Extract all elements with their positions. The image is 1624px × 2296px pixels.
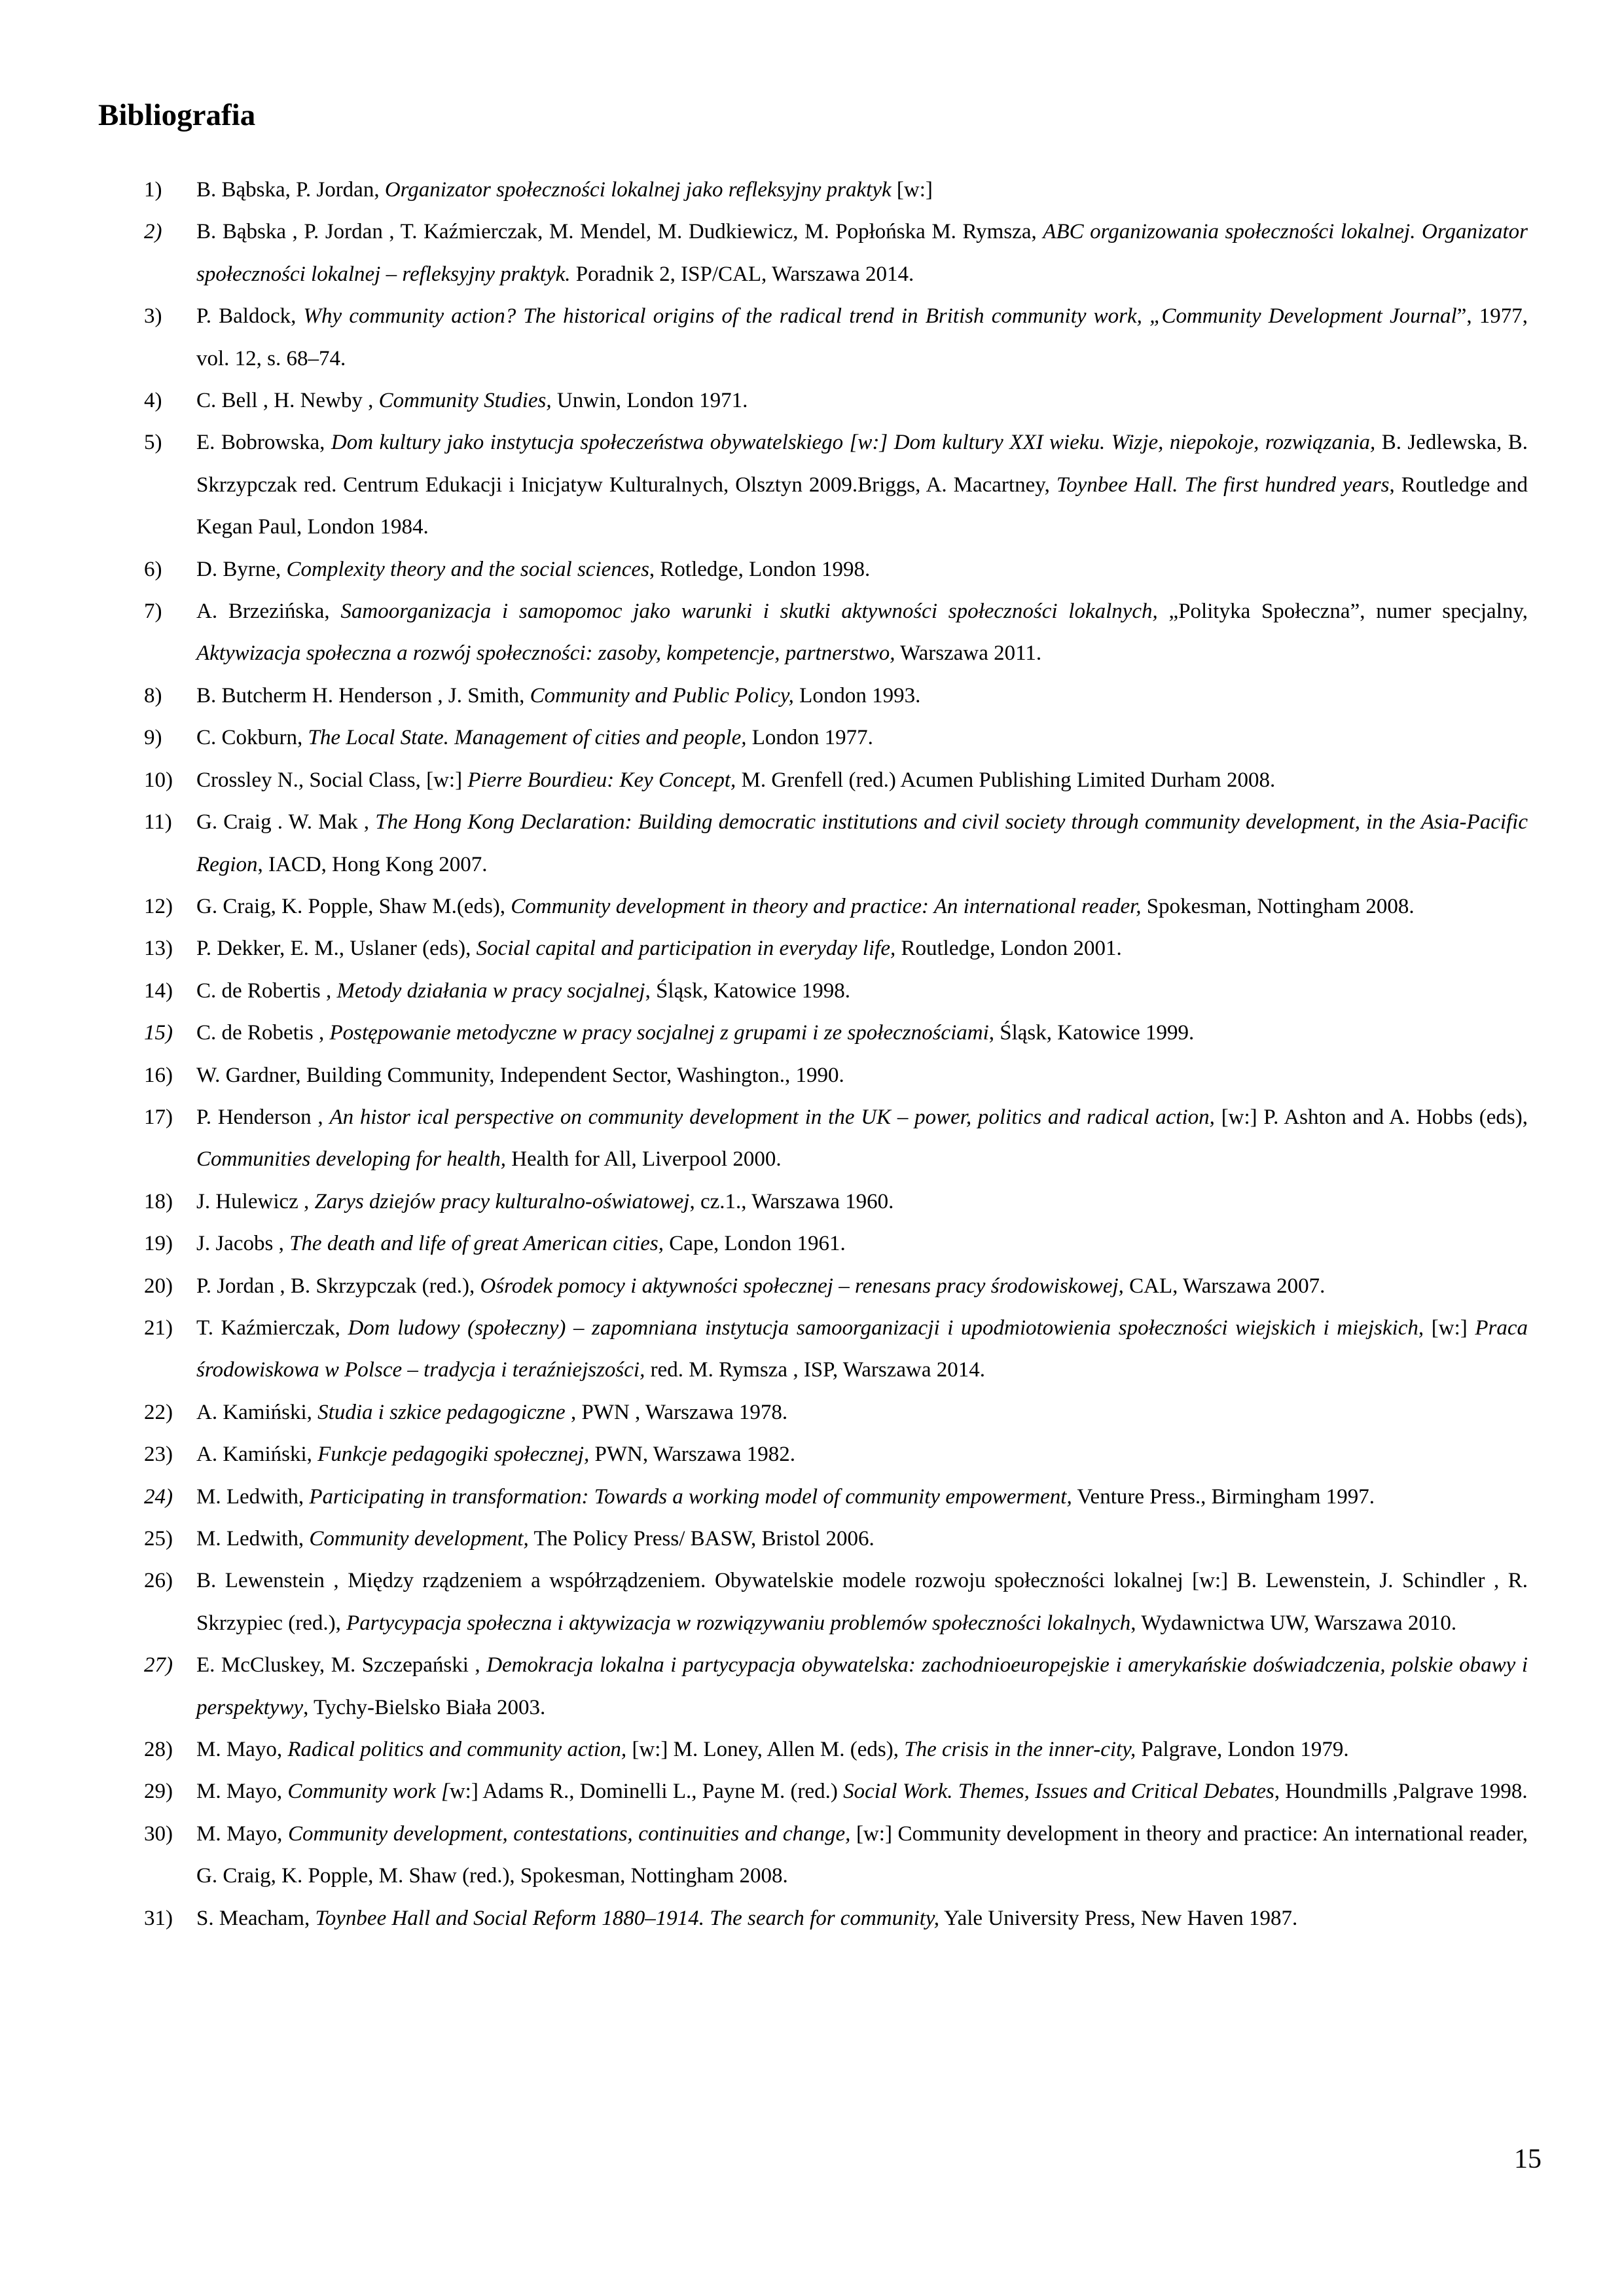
entry-title-segment: Samoorganizacja i samopomoc jako warunki i skutki aktywności społeczności lokalnych, [340, 600, 1158, 624]
entry-number: 15) [144, 1021, 173, 1045]
entry-title-segment: ABC organizowania społeczności lokalnej. Organizator społeczności lokalnej – refleksyjny praktyk. [196, 220, 1528, 286]
entry-title-segment: Funkcje pedagogiki społecznej, [317, 1443, 590, 1467]
bibliography-entry [98, 295, 1528, 380]
entry-number: 27) [144, 1653, 173, 1677]
entry-text-segment: [w:] P. Ashton and A. Hobbs (eds), [1214, 1105, 1528, 1129]
entry-text-segment: Warszawa 2011. [895, 641, 1042, 666]
bibliography-entry [98, 1476, 1528, 1518]
entry-text-segment: M. Mayo, [196, 1738, 288, 1762]
entry-title-segment: Metody działania w pracy socjalnej [336, 978, 645, 1003]
entry-text-segment: Spokesman, Nottingham 2008. [1141, 894, 1415, 918]
bibliography-entry [98, 1223, 1528, 1265]
entry-text-segment: [w:] [1424, 1316, 1475, 1340]
bibliography-entry [98, 548, 1528, 590]
bibliography-entry [98, 1518, 1528, 1560]
entry-text [196, 1518, 1528, 1560]
entry-title-segment: Community Studies, [378, 389, 552, 413]
page-title: Bibliografia [98, 98, 256, 132]
entry-title-segment: Praca środowiskowa w Polsce – tradycja i teraźniejszości, [196, 1316, 1528, 1382]
entry-title-segment: Community development, [309, 1527, 529, 1551]
entry-text-segment: London 1993. [793, 683, 921, 708]
entry-text-segment: , Routledge and Kegan Paul, London 1984. [196, 473, 1528, 539]
entry-text-segment: ”, 1977, vol. 12, s. 68–74. [196, 304, 1528, 370]
entry-number: 8) [144, 683, 162, 708]
entry-title-segment: Dom kultury jako instytucja społeczeństwa obywatelskiego [w:] Dom kultury XXI wieku. Wizje, niepokoje, rozwiązania, [331, 431, 1376, 455]
entry-text-segment: A. Kamiński, [196, 1400, 318, 1424]
entry-title-segment: Toynbee Hall. The first hundred years [1056, 473, 1390, 497]
entry-title-segment: Aktywizacja społeczna a rozwój społeczności: zasoby, kompetencje, partnerstwo, [196, 641, 895, 666]
entry-number: 1) [144, 178, 162, 202]
entry-text [196, 169, 1528, 211]
entry-text-segment: T. Kaźmierczak, [196, 1316, 348, 1340]
entry-number: 5) [144, 431, 162, 455]
entry-text [196, 590, 1528, 675]
entry-title-segment: Complexity theory and the social sciences [286, 557, 649, 581]
bibliography-entry [98, 1181, 1528, 1223]
entry-title-segment: Community and Public Policy, [530, 683, 794, 708]
entry-text-segment: J. Jacobs , [196, 1232, 290, 1256]
entry-text [196, 886, 1528, 927]
entry-text-segment: [w:] M. Loney, Allen M. (eds), [626, 1738, 905, 1762]
entry-number: 30) [144, 1821, 173, 1846]
entry-text-segment: , Tychy-Bielsko Biała 2003. [303, 1695, 546, 1719]
entry-number: 12) [144, 894, 173, 918]
bibliography-entry [98, 1897, 1528, 1939]
entry-title-segment: Ośrodek pomocy i aktywności społecznej – renesans pracy środowiskowej, [480, 1274, 1124, 1298]
bibliography-entry [98, 211, 1528, 295]
entry-text-segment: B. Butcherm H. Henderson , J. Smith, [196, 683, 530, 708]
bibliography-entry [98, 1307, 1528, 1391]
entry-text-segment: London 1977. [746, 726, 873, 750]
entry-text-segment: P. Jordan , B. Skrzypczak (red.), [196, 1274, 480, 1298]
entry-number: 23) [144, 1443, 173, 1467]
bibliography-entry [98, 590, 1528, 675]
entry-text-segment: Routledge, London 2001. [895, 937, 1122, 961]
entry-title-segment: Radical politics and community action, [287, 1738, 627, 1762]
entry-number: 17) [144, 1105, 173, 1129]
entry-number: 13) [144, 937, 173, 961]
entry-text [196, 1813, 1528, 1897]
bibliography-entry [98, 675, 1528, 717]
entry-title-segment: The crisis in the inner-city, [904, 1738, 1136, 1762]
entry-text-segment: A. Kamiński, [196, 1443, 318, 1467]
entry-title-segment: Social capital and participation in everyday life, [476, 937, 896, 961]
entry-text [196, 1560, 1528, 1644]
entry-text-segment: C. de Robetis , [196, 1021, 330, 1045]
entry-title-segment: Participating in transformation: Towards a working model of community empowerment, [309, 1484, 1072, 1509]
entry-text-segment: , PWN , Warszawa 1978. [565, 1400, 788, 1424]
entry-text-segment: E. Bobrowska, [196, 431, 331, 455]
entry-text-segment: J. Hulewicz , [196, 1189, 315, 1213]
entry-title-segment: Communities developing for health, [196, 1147, 506, 1172]
entry-title-segment: Studia i szkice pedagogiczne [317, 1400, 566, 1424]
entry-text-segment: , Rotledge, London 1998. [649, 557, 871, 581]
entry-title-segment: Pierre Bourdieu: Key Concept, [467, 768, 736, 792]
entry-text-segment: „Polityka Społeczna”, numer specjalny, [1157, 600, 1528, 624]
entry-title-segment: The Local State. Management of cities and people, [308, 726, 747, 750]
entry-text-segment: M. Mayo, [196, 1821, 288, 1846]
entry-text-segment: M. Mayo, [196, 1780, 288, 1804]
entry-text-segment: P. Henderson , [196, 1105, 330, 1129]
page-number: 15 [1514, 2144, 1542, 2174]
entry-text [196, 380, 1528, 422]
entry-text [196, 970, 1528, 1012]
entry-number: 31) [144, 1906, 173, 1930]
bibliography-entry [98, 801, 1528, 886]
entry-text [196, 1770, 1528, 1812]
entry-title-segment: The Hong Kong Declaration: Building democratic institutions and civil society through community development, in the Asia-Pacific Region [196, 810, 1528, 876]
entry-number: 28) [144, 1738, 173, 1762]
entry-title-segment: Community development in theory and practice: An international reader, [511, 894, 1142, 918]
entry-text-segment: The Policy Press/ BASW, Bristol 2006. [528, 1527, 875, 1551]
entry-text-segment: M. Grenfell (red.) Acumen Publishing Limited Durham 2008. [736, 768, 1276, 792]
entry-text-segment: Palgrave, London 1979. [1136, 1738, 1349, 1762]
entry-text-segment: B. Lewenstein , Między rządzeniem a współrządzeniem. Obywatelskie modele rozwoju społeczności lokalnej [w:] B. Lewenstein, J. Schindler , R. Skrzypiec (red.), [196, 1569, 1528, 1635]
entry-title-segment: Toynbee Hall and Social Reform 1880–1914. The search for community, [315, 1906, 940, 1930]
bibliography-entry [98, 169, 1528, 211]
entry-text-segment: Unwin, London 1971. [551, 389, 748, 413]
entry-number: 10) [144, 768, 173, 792]
entry-text [196, 1265, 1528, 1307]
entry-text [196, 927, 1528, 969]
entry-number: 18) [144, 1189, 173, 1213]
bibliography-entry [98, 970, 1528, 1012]
entry-text-segment: M. Ledwith, [196, 1527, 310, 1551]
entry-number: 21) [144, 1316, 173, 1340]
entry-number: 25) [144, 1527, 173, 1551]
entry-text-segment: W. Gardner, Building Community, Independent Sector, Washington., 1990. [196, 1063, 844, 1087]
entry-number: 22) [144, 1400, 173, 1424]
entry-title-segment: Zarys dziejów pracy kulturalno-oświatowej [314, 1189, 690, 1213]
entry-text-segment: Crossley N., Social Class, [w:] [196, 768, 468, 792]
entry-text [196, 1729, 1528, 1770]
entry-number: 19) [144, 1232, 173, 1256]
entry-title-segment: Organizator społeczności lokalnej jako refleksyjny praktyk [384, 178, 892, 202]
entry-title-segment: Postępowanie metodyczne w pracy socjalnej z grupami i ze społecznościami [329, 1021, 989, 1045]
entry-text [196, 1096, 1528, 1181]
entry-text [196, 548, 1528, 590]
bibliography-entry [98, 1644, 1528, 1729]
entry-text-segment: PWN, Warszawa 1982. [589, 1443, 796, 1467]
entry-text-segment: Cape, London 1961. [664, 1232, 846, 1256]
entry-text [196, 759, 1528, 801]
entry-text [196, 295, 1528, 380]
bibliography-entry [98, 1813, 1528, 1897]
entry-title-segment: The death and life of great American cities, [289, 1232, 664, 1256]
entry-number: 3) [144, 304, 162, 329]
bibliography-entry [98, 717, 1528, 759]
bibliography-entry [98, 1560, 1528, 1644]
entry-text-segment: B. Bąbska, P. Jordan, [196, 178, 385, 202]
entry-text-segment: , Śląsk, Katowice 1999. [988, 1021, 1195, 1045]
entry-title-segment: Partycypacja społeczna i aktywizacja w rozwiązywaniu problemów społeczności lokalnych [346, 1611, 1131, 1635]
bibliography-list [98, 169, 1528, 1939]
entry-text-segment: P. Baldock, [196, 304, 304, 329]
entry-number: 2) [144, 220, 162, 244]
entry-text [196, 422, 1528, 548]
entry-number: 6) [144, 557, 162, 581]
entry-text-segment: C. Bell , H. Newby , [196, 389, 379, 413]
bibliography-entry [98, 1054, 1528, 1096]
entry-text-segment: Health for All, Liverpool 2000. [505, 1147, 782, 1172]
entry-text [196, 1012, 1528, 1054]
entry-text [196, 1391, 1528, 1433]
bibliography-entry [98, 886, 1528, 927]
entry-text-segment: [w:] Community development in theory and practice: An international reader, G. Craig, K. Popple, M. Shaw (red.), Spokesman, Nottingham 2008. [196, 1821, 1528, 1888]
bibliography-entry [98, 1096, 1528, 1181]
entry-text-segment: G. Craig . W. Mak , [196, 810, 376, 834]
entry-text-segment: C. de Robertis , [196, 978, 337, 1003]
bibliography-entry [98, 759, 1528, 801]
bibliography-entry [98, 1265, 1528, 1307]
entry-text-segment: M. Ledwith, [196, 1484, 310, 1509]
entry-text [196, 1476, 1528, 1518]
entry-text-segment: [w:] [891, 178, 933, 202]
bibliography-entry [98, 1433, 1528, 1475]
bibliography-entry [98, 380, 1528, 422]
entry-text [196, 801, 1528, 886]
entry-text-segment: CAL, Warszawa 2007. [1123, 1274, 1326, 1298]
entry-text-segment: , Houndmills ,Palgrave 1998. [1274, 1780, 1528, 1804]
entry-text-segment: G. Craig, K. Popple, Shaw M.(eds), [196, 894, 511, 918]
entry-text [196, 1223, 1528, 1265]
entry-text-segment: C. Cokburn, [196, 726, 308, 750]
entry-text-segment: , Wydawnictwa UW, Warszawa 2010. [1130, 1611, 1457, 1635]
entry-text-segment: S. Meacham, [196, 1906, 316, 1930]
entry-text [196, 1307, 1528, 1391]
entry-text-segment: Venture Press., Birmingham 1997. [1072, 1484, 1375, 1509]
entry-text [196, 717, 1528, 759]
entry-title-segment: Dom ludowy (społeczny) – zapomniana instytucja samoorganizacji i upodmiotowienia społeczności wiejskich i miejskich, [348, 1316, 1424, 1340]
entry-text-segment: E. McCluskey, M. Szczepański , [196, 1653, 487, 1677]
entry-number: 4) [144, 389, 162, 413]
entry-text-segment: red. M. Rymsza , ISP, Warszawa 2014. [645, 1358, 986, 1382]
entry-text-segment: , Śląsk, Katowice 1998. [645, 978, 851, 1003]
entry-title-segment: Demokracja lokalna i partycypacja obywatelska: zachodnioeuropejskie i amerykańskie doświadczenia, polskie obawy i perspektywy [196, 1653, 1528, 1719]
entry-text [196, 1644, 1528, 1729]
entry-text [196, 1433, 1528, 1475]
entry-number: 20) [144, 1274, 173, 1298]
bibliography-entry [98, 1391, 1528, 1433]
entry-text [196, 1054, 1528, 1096]
entry-number: 29) [144, 1780, 173, 1804]
entry-text-segment: B. Bąbska , P. Jordan , T. Kaźmierczak, M. Mendel, M. Dudkiewicz, M. Popłońska M. Rymsza, [196, 220, 1043, 244]
entry-text-segment: , IACD, Hong Kong 2007. [257, 852, 488, 876]
entry-text [196, 1897, 1528, 1939]
bibliography-entry [98, 1770, 1528, 1812]
entry-number: 7) [144, 600, 162, 624]
entry-text-segment: P. Dekker, E. M., Uslaner (eds), [196, 937, 477, 961]
entry-number: 24) [144, 1484, 173, 1509]
entry-title-segment: Community work [ [287, 1780, 450, 1804]
entry-number: 14) [144, 978, 173, 1003]
entry-text-segment: Yale University Press, New Haven 1987. [939, 1906, 1298, 1930]
entry-number: 9) [144, 726, 162, 750]
entry-text-segment: B. Jedlewska, B. Skrzypczak red. Centrum Edukacji i Inicjatyw Kulturalnych, Olsztyn 2009.Briggs, A. Macartney, [196, 431, 1528, 497]
entry-title-segment: Social Work. Themes, Issues and Critical Debates [843, 1780, 1274, 1804]
entry-title-segment: Why community action? The historical origins of the radical trend in British community work, „Community Development Journal [303, 304, 1457, 329]
entry-title-segment: Community development, contestations, continuities and change, [287, 1821, 851, 1846]
bibliography-entry [98, 927, 1528, 969]
entry-number: 16) [144, 1063, 173, 1087]
entry-text-segment: , cz.1., Warszawa 1960. [689, 1189, 894, 1213]
entry-text-segment: Poradnik 2, ISP/CAL, Warszawa 2014. [570, 262, 914, 286]
bibliography-entry [98, 1012, 1528, 1054]
entry-text-segment: D. Byrne, [196, 557, 287, 581]
entry-number: 11) [144, 810, 172, 834]
entry-text [196, 675, 1528, 717]
bibliography-entry [98, 1729, 1528, 1770]
bibliography-entry [98, 422, 1528, 548]
entry-text [196, 211, 1528, 295]
entry-text [196, 1181, 1528, 1223]
entry-title-segment: An histor ical perspective on community development in the UK – power, politics and radical action, [329, 1105, 1215, 1129]
entry-text-segment: A. Brzezińska, [196, 600, 341, 624]
entry-number: 26) [144, 1569, 173, 1593]
entry-text-segment: w:] Adams R., Dominelli L., Payne M. (red.) [449, 1780, 844, 1804]
